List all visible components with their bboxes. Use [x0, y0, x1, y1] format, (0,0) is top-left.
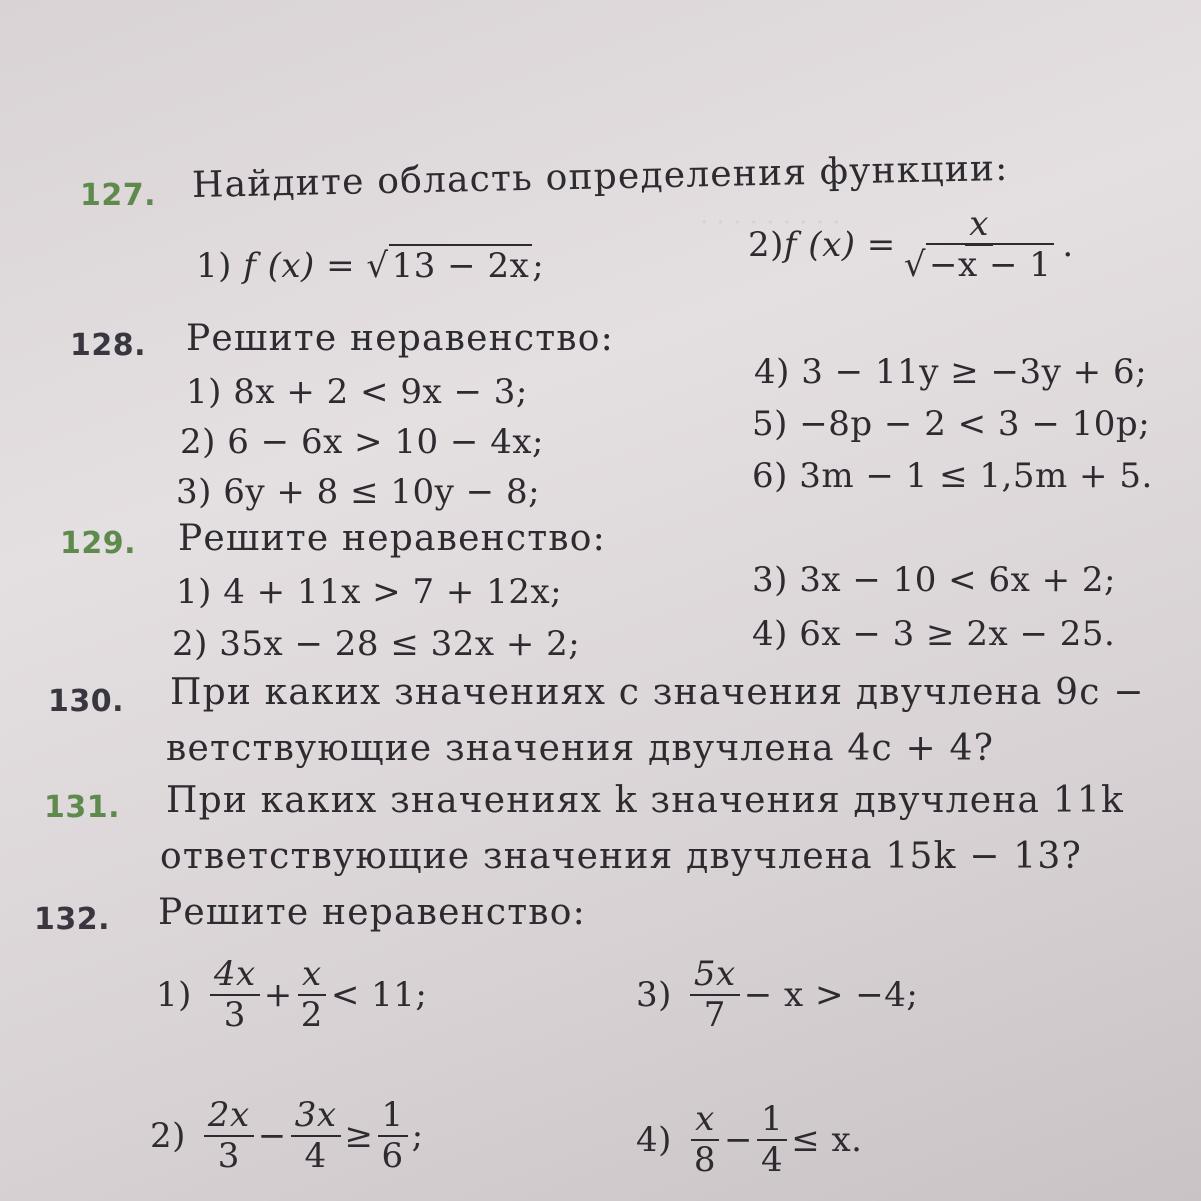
problem-131-number: 131.: [44, 790, 121, 825]
problem-127-number: 127.: [80, 178, 157, 213]
problem-127-item-1: 1) f (x) = √13 − 2x;: [196, 246, 545, 286]
problem-129-item-4: 4) 6x − 3 ≥ 2x − 25.: [752, 614, 1116, 654]
problem-127-item-2: 2) f (x) = $\frac{x}{√-x - 1}$ .: [748, 204, 1074, 286]
problem-128-item-2: 2) 6 − 6x > 10 − 4x;: [180, 422, 544, 462]
problem-131-line-1: При каких значениях k значения двучлена 11k: [166, 780, 1125, 821]
problem-128-item-6: 6) 3m − 1 ≤ 1,5m + 5.: [752, 456, 1153, 496]
problem-128-item-4: 4) 3 − 11y ≥ −3y + 6;: [754, 352, 1148, 392]
problem-132-number: 132.: [34, 902, 111, 937]
problem-129-item-1: 1) 4 + 11x > 7 + 12x;: [176, 572, 563, 612]
problem-128-title: Решите неравенство:: [186, 318, 614, 359]
problem-130-line-2: ветствующие значения двучлена 4c + 4?: [166, 728, 995, 769]
problem-128-number: 128.: [70, 328, 147, 363]
problem-127-title: Найдите область определения функции:: [191, 147, 1009, 206]
problem-128-item-5: 5) −8p − 2 < 3 − 10p;: [752, 404, 1151, 444]
problem-129-item-3: 3) 3x − 10 < 6x + 2;: [752, 560, 1116, 600]
bleed-through: . . . . . . . . .: [700, 200, 841, 230]
problem-132-item-2: 2) $\frac{2x}{3}$ − $\frac{3x}{4}$ ≥ $\frac{1}{6}$ ;: [150, 1095, 424, 1177]
problem-130-line-1: При каких значениях c значения двучлена 9c −: [170, 672, 1145, 713]
problem-129-item-2: 2) 35x − 28 ≤ 32x + 2;: [172, 624, 581, 664]
problem-132-item-1: 1) $\frac{4x}{3}$ + $\frac{x}{2}$ < 11;: [156, 954, 428, 1036]
problem-131-line-2: ответствующие значения двучлена 15k − 13?: [160, 836, 1082, 877]
problem-128-item-3: 3) 6y + 8 ≤ 10y − 8;: [176, 472, 541, 512]
problem-129-title: Решите неравенство:: [178, 518, 606, 559]
problem-130-number: 130.: [48, 684, 125, 719]
problem-129-number: 129.: [60, 526, 137, 561]
problem-132-item-3: 3) $\frac{5x}{7}$ − x > −4;: [636, 954, 919, 1036]
problem-128-item-1: 1) 8x + 2 < 9x − 3;: [186, 372, 528, 412]
problem-132-item-4: 4) $\frac{x}{8}$ − $\frac{1}{4}$ ≤ x.: [636, 1099, 863, 1181]
problem-132-title: Решите неравенство:: [158, 892, 586, 933]
